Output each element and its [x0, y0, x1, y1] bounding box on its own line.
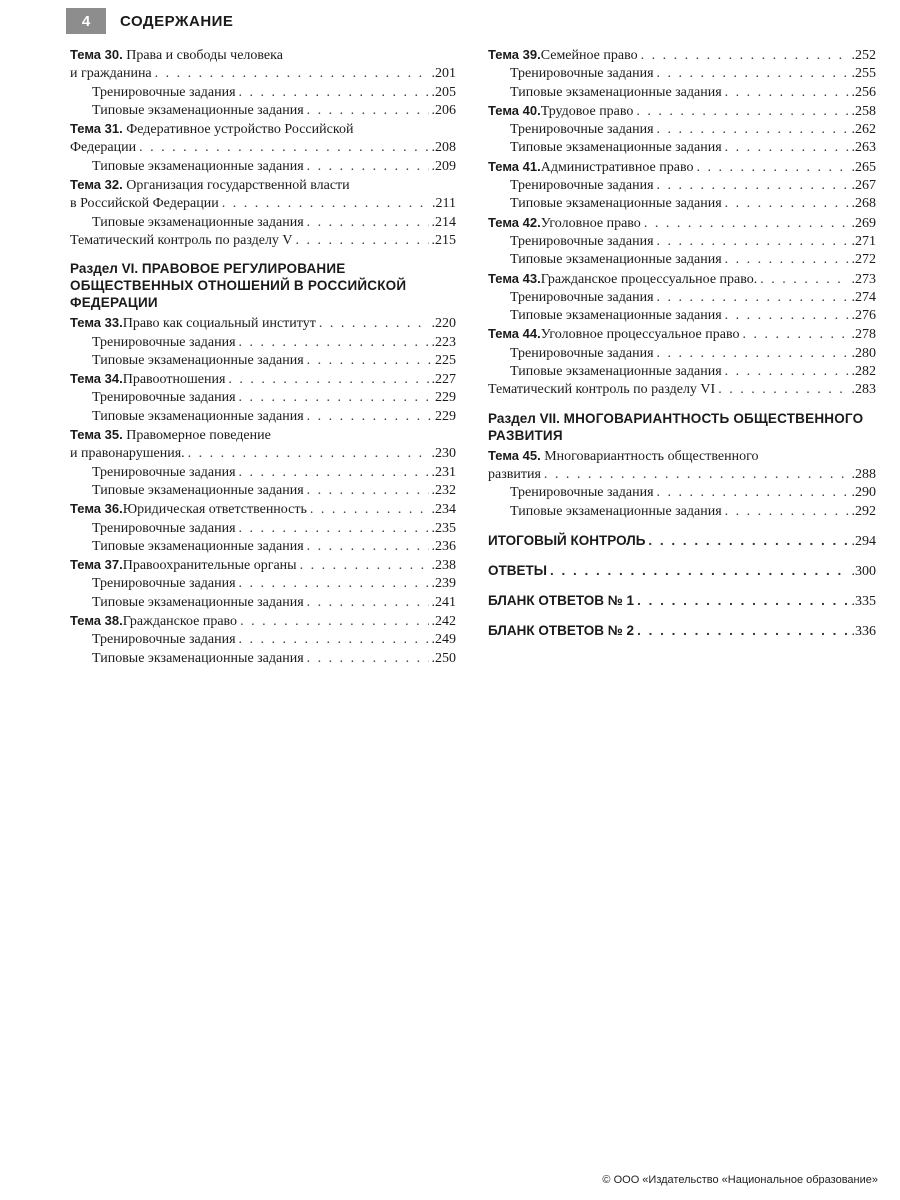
entry-title: Тренировочные задания — [510, 485, 654, 501]
dot-leader — [657, 233, 849, 251]
toc-topic — [70, 370, 456, 389]
topic-title: Уголовное право — [540, 215, 641, 231]
topic-title: Федеративное устройство Российской — [126, 122, 354, 138]
topic-number: Тема 30. — [70, 47, 123, 62]
dot-leader — [657, 484, 849, 502]
topic-number: Тема 39. — [488, 47, 541, 62]
dot-leader — [296, 232, 429, 250]
entry-title: Типовые экзаменационные задания — [510, 84, 722, 100]
entry-title: Типовые экзаменационные задания — [92, 352, 304, 368]
topic-title: и правонарушения. — [70, 446, 185, 462]
page-ref: .209 — [431, 158, 456, 174]
topic-number: Тема 41. — [488, 158, 541, 174]
toc-subentry — [70, 650, 456, 668]
section-heading — [488, 410, 876, 444]
dot-leader — [307, 214, 429, 232]
dot-leader — [644, 215, 849, 233]
toc-subentry — [488, 345, 876, 363]
entry-title: Тренировочные задания — [510, 66, 654, 82]
toc-subentry — [70, 389, 456, 407]
dot-leader — [307, 352, 432, 370]
toc-subentry — [70, 538, 456, 556]
toc-topic-line — [70, 139, 456, 157]
page-ref: .258 — [851, 103, 876, 119]
toc-subentry — [488, 121, 876, 139]
entry-title: Тематический контроль по разделу VI — [488, 382, 716, 398]
topic-title: Уголовное процессуальное право — [540, 327, 740, 343]
dot-leader — [239, 520, 429, 538]
toc-subentry — [488, 195, 876, 213]
topic-number: Тема 43. — [488, 270, 541, 286]
topic-number: Тема 40. — [488, 102, 541, 118]
toc-topic — [488, 270, 876, 289]
entry-title: Тренировочные задания — [510, 178, 654, 194]
toc-subentry — [488, 484, 876, 502]
toc-topic-line — [488, 214, 876, 233]
entry-title: Типовые экзаменационные задания — [510, 308, 722, 324]
topic-number: Тема 44. — [488, 326, 541, 342]
topic-title: Гражданское право — [122, 614, 238, 630]
toc-topic-line — [488, 466, 876, 484]
topic-title: Юридическая ответственность — [122, 502, 307, 518]
dot-leader — [240, 613, 428, 631]
page-ref: .335 — [851, 593, 876, 609]
toc-subentry — [70, 352, 456, 370]
dot-leader — [239, 84, 429, 102]
topic-title: Права и свободы человека — [126, 48, 283, 63]
toc-topic — [488, 214, 876, 233]
toc-topic-line — [70, 500, 456, 519]
topic-number: Тема 37. — [70, 557, 123, 573]
entry-title: Тренировочные задания — [92, 576, 236, 592]
toc-topic-line — [70, 65, 456, 83]
dot-leader — [696, 159, 848, 177]
page-ref: .292 — [851, 503, 876, 519]
toc-subentry — [70, 520, 456, 538]
toc-subentry — [70, 575, 456, 593]
entry-title: Типовые экзаменационные задания — [92, 482, 304, 498]
dot-leader — [155, 65, 429, 83]
page-ref: .300 — [851, 563, 876, 579]
topic-title: Многовариантность общественного — [544, 448, 759, 464]
page-ref: .263 — [851, 140, 876, 156]
page-ref: 225 — [435, 352, 456, 368]
toc-subentry — [70, 594, 456, 612]
toc-topic — [70, 120, 456, 158]
page-ref: .336 — [851, 623, 876, 639]
page-ref: .230 — [431, 446, 456, 462]
dot-leader — [307, 408, 432, 426]
major-title: ИТОГОВЫЙ КОНТРОЛЬ — [488, 532, 646, 548]
dot-leader — [637, 622, 848, 640]
toc-topic-line — [488, 46, 876, 65]
entry-title: Тренировочные задания — [92, 334, 236, 350]
topic-title: Правомерное поведение — [126, 428, 271, 444]
entry-title: Типовые экзаменационные задания — [92, 650, 304, 666]
toc-topic-line — [488, 270, 876, 289]
page-ref: .278 — [851, 327, 876, 343]
dot-leader — [760, 271, 848, 289]
dot-leader — [307, 158, 429, 176]
toc-topic — [488, 158, 876, 177]
entry-title: Типовые экзаменационные задания — [92, 594, 304, 610]
topic-title: Федерации — [70, 140, 137, 156]
toc-topic-line — [488, 325, 876, 344]
dot-leader — [300, 557, 429, 575]
page-ref: .262 — [851, 122, 876, 138]
page-ref: .232 — [431, 482, 456, 498]
toc-right-column — [488, 46, 876, 641]
entry-title: Тренировочные задания — [92, 520, 236, 536]
toc-topic-line — [70, 46, 456, 65]
dot-leader — [743, 326, 849, 344]
dot-leader — [636, 103, 848, 121]
toc-subentry — [70, 631, 456, 649]
toc-topic-line — [70, 612, 456, 631]
dot-leader — [239, 631, 429, 649]
entry-title: Тренировочные задания — [510, 345, 654, 361]
dot-leader — [725, 84, 849, 102]
section-label: Раздел VI. — [70, 261, 139, 277]
topic-title: в Российской Федерации — [70, 196, 219, 212]
dot-leader — [725, 139, 849, 157]
entry-title: Типовые экзаменационные задания — [92, 102, 304, 118]
toc-entry — [70, 232, 456, 250]
dot-leader — [239, 464, 429, 482]
toc-subentry — [488, 307, 876, 325]
topic-title: Право как социальный институт — [122, 316, 316, 332]
topic-number: Тема 32. — [70, 177, 123, 193]
entry-title: Типовые экзаменационные задания — [510, 364, 722, 380]
entry-title: Тренировочные задания — [510, 233, 654, 249]
page-ref: .235 — [431, 520, 456, 536]
page-ref: .215 — [431, 232, 456, 248]
toc-subentry — [488, 363, 876, 381]
page-ref: .255 — [851, 66, 876, 82]
toc-subentry — [488, 289, 876, 307]
dot-leader — [239, 334, 429, 352]
toc-left-column — [70, 46, 456, 668]
dot-leader — [307, 650, 429, 668]
dot-leader — [550, 562, 849, 580]
entry-title: Типовые экзаменационные задания — [510, 252, 722, 268]
page-ref: 229 — [435, 390, 456, 406]
dot-leader — [725, 251, 849, 269]
toc-topic — [70, 46, 456, 84]
toc-subentry — [70, 334, 456, 352]
entry-title: Тренировочные задания — [92, 632, 236, 648]
toc-subentry — [488, 65, 876, 83]
toc-subentry — [488, 177, 876, 195]
dot-leader — [307, 538, 429, 556]
toc-entry — [488, 381, 876, 399]
entry-title: Типовые экзаменационные задания — [510, 140, 722, 156]
dot-leader — [725, 503, 849, 521]
dot-leader — [725, 363, 849, 381]
topic-title: развития — [488, 466, 541, 482]
page-ref: .206 — [431, 102, 456, 118]
toc-subentry — [70, 464, 456, 482]
toc-topic — [70, 612, 456, 631]
topic-number: Тема 38. — [70, 613, 123, 629]
page-ref: .223 — [431, 334, 456, 350]
toc-topic — [70, 426, 456, 464]
toc-topic — [70, 500, 456, 519]
section-title: ПРАВОВОЕ РЕГУЛИРОВАНИЕ ОБЩЕСТВЕННЫХ ОТНОШЕНИЙ В РОССИЙСКОЙ ФЕДЕРАЦИИ — [70, 261, 407, 311]
toc-topic-line — [488, 158, 876, 177]
toc-topic-line — [70, 314, 456, 333]
page-ref: .268 — [851, 196, 876, 212]
major-title: БЛАНК ОТВЕТОВ № 1 — [488, 592, 635, 608]
topic-number: Тема 34. — [70, 371, 123, 387]
toc-subentry — [70, 482, 456, 500]
toc-subentry — [488, 139, 876, 157]
page-ref: .211 — [432, 196, 456, 212]
entry-title: Типовые экзаменационные задания — [92, 408, 304, 424]
page-ref: .283 — [851, 382, 876, 398]
dot-leader — [222, 195, 429, 213]
topic-title: Организация государственной власти — [126, 178, 350, 194]
major-title: ОТВЕТЫ — [488, 562, 547, 578]
entry-title: Типовые экзаменационные задания — [510, 503, 722, 519]
topic-number: Тема 45. — [488, 447, 541, 463]
dot-leader — [657, 177, 849, 195]
page-ref: .265 — [851, 159, 876, 175]
topic-title: Правоохранительные органы — [122, 558, 297, 574]
dot-leader — [641, 47, 849, 65]
toc-subentry — [70, 102, 456, 120]
dot-leader — [307, 482, 429, 500]
dot-leader — [307, 594, 429, 612]
topic-title: и гражданина — [70, 66, 152, 82]
toc-topic-line — [70, 445, 456, 463]
toc-subentry — [70, 84, 456, 102]
page-ref: .236 — [431, 538, 456, 554]
page-ref: .239 — [431, 576, 456, 592]
page-ref: .256 — [851, 84, 876, 100]
toc-topic-line — [70, 370, 456, 389]
entry-title: Тренировочные задания — [510, 289, 654, 305]
page-ref: .269 — [851, 215, 876, 231]
dot-leader — [307, 102, 429, 120]
toc-subentry — [70, 158, 456, 176]
page-ref: .274 — [851, 289, 876, 305]
page-ref: .231 — [431, 464, 456, 480]
page-ref: 229 — [435, 408, 456, 424]
topic-number: Тема 36. — [70, 501, 123, 517]
dot-leader — [319, 315, 429, 333]
toc-topic-line — [70, 426, 456, 445]
dot-leader — [139, 139, 428, 157]
copyright-footer: © ООО «Издательство «Национальное образование» — [602, 1174, 878, 1186]
page-ref: .288 — [851, 466, 876, 482]
page-ref: .205 — [431, 84, 456, 100]
page-ref: .271 — [851, 233, 876, 249]
toc-subentry — [488, 503, 876, 521]
toc-subentry — [488, 233, 876, 251]
entry-title: Тренировочные задания — [92, 84, 236, 100]
page-ref: .282 — [851, 364, 876, 380]
toc-topic — [488, 46, 876, 65]
dot-leader — [239, 389, 432, 407]
toc-topic-line — [70, 120, 456, 139]
page-ref: .201 — [431, 66, 456, 82]
dot-leader — [725, 195, 849, 213]
page-number: 4 — [66, 8, 106, 34]
dot-leader — [725, 307, 849, 325]
entry-title: Типовые экзаменационные задания — [510, 196, 722, 212]
dot-leader — [657, 65, 849, 83]
dot-leader — [657, 289, 849, 307]
page-header — [66, 6, 233, 36]
toc-topic-line — [70, 556, 456, 575]
topic-number: Тема 31. — [70, 121, 123, 137]
topic-title: Административное право — [540, 159, 694, 175]
section-label: Раздел VII. — [488, 410, 560, 426]
topic-title: Семейное право — [540, 48, 638, 63]
section-title: МНОГОВАРИАНТНОСТЬ ОБЩЕСТВЕННОГО РАЗВИТИЯ — [488, 410, 864, 443]
dot-leader — [239, 575, 429, 593]
page-ref: .249 — [431, 632, 456, 648]
entry-title: Тренировочные задания — [510, 122, 654, 138]
toc-topic — [488, 102, 876, 121]
dot-leader — [637, 592, 848, 610]
topic-title: Правоотношения — [122, 372, 226, 388]
toc-topic-line — [488, 447, 876, 466]
toc-topic — [70, 556, 456, 575]
page-ref: .280 — [851, 345, 876, 361]
page-ref: .272 — [851, 252, 876, 268]
toc-topic — [488, 325, 876, 344]
dot-leader — [544, 466, 849, 484]
page-ref: .238 — [431, 558, 456, 574]
page-ref: .276 — [851, 308, 876, 324]
page-ref: .214 — [431, 214, 456, 230]
dot-leader — [648, 532, 848, 550]
page-ref: .250 — [431, 650, 456, 666]
toc-major-entry — [488, 562, 876, 581]
toc-subentry — [70, 408, 456, 426]
entry-title: Тематический контроль по разделу V — [70, 232, 293, 248]
major-title: БЛАНК ОТВЕТОВ № 2 — [488, 622, 635, 638]
toc-major-entry — [488, 622, 876, 641]
toc-subentry — [488, 84, 876, 102]
toc-topic-line — [488, 102, 876, 121]
page-ref: .267 — [851, 178, 876, 194]
page-ref: .227 — [431, 372, 456, 388]
toc-major-entry — [488, 592, 876, 611]
entry-title: Тренировочные задания — [92, 464, 236, 480]
page-ref: .294 — [851, 533, 876, 549]
page-ref: .208 — [431, 140, 456, 156]
toc-subentry — [70, 214, 456, 232]
page-title: СОДЕРЖАНИЕ — [120, 12, 234, 30]
page-ref: .234 — [431, 502, 456, 518]
dot-leader — [228, 371, 428, 389]
page-ref: .220 — [431, 316, 456, 332]
toc-topic — [488, 447, 876, 485]
dot-leader — [718, 381, 848, 399]
topic-number: Тема 35. — [70, 427, 123, 443]
dot-leader — [188, 445, 429, 463]
page-ref: .252 — [851, 48, 876, 63]
toc-major-entry — [488, 532, 876, 551]
page-ref: .242 — [431, 614, 456, 630]
page-ref: .290 — [851, 485, 876, 501]
topic-number: Тема 42. — [488, 214, 541, 230]
dot-leader — [657, 345, 849, 363]
toc-topic — [70, 176, 456, 214]
dot-leader — [310, 501, 429, 519]
section-heading — [70, 260, 456, 311]
topic-title: Гражданское процессуальное право. — [540, 271, 758, 287]
entry-title: Типовые экзаменационные задания — [92, 158, 304, 174]
page-ref: .241 — [431, 594, 456, 610]
dot-leader — [657, 121, 849, 139]
toc-subentry — [488, 251, 876, 269]
topic-title: Трудовое право — [540, 103, 634, 119]
entry-title: Тренировочные задания — [92, 390, 236, 406]
toc-topic — [70, 314, 456, 333]
toc-topic-line — [70, 176, 456, 195]
page-ref: .273 — [851, 271, 876, 287]
toc-topic-line — [70, 195, 456, 213]
entry-title: Типовые экзаменационные задания — [92, 538, 304, 554]
topic-number: Тема 33. — [70, 315, 123, 331]
entry-title: Типовые экзаменационные задания — [92, 214, 304, 230]
